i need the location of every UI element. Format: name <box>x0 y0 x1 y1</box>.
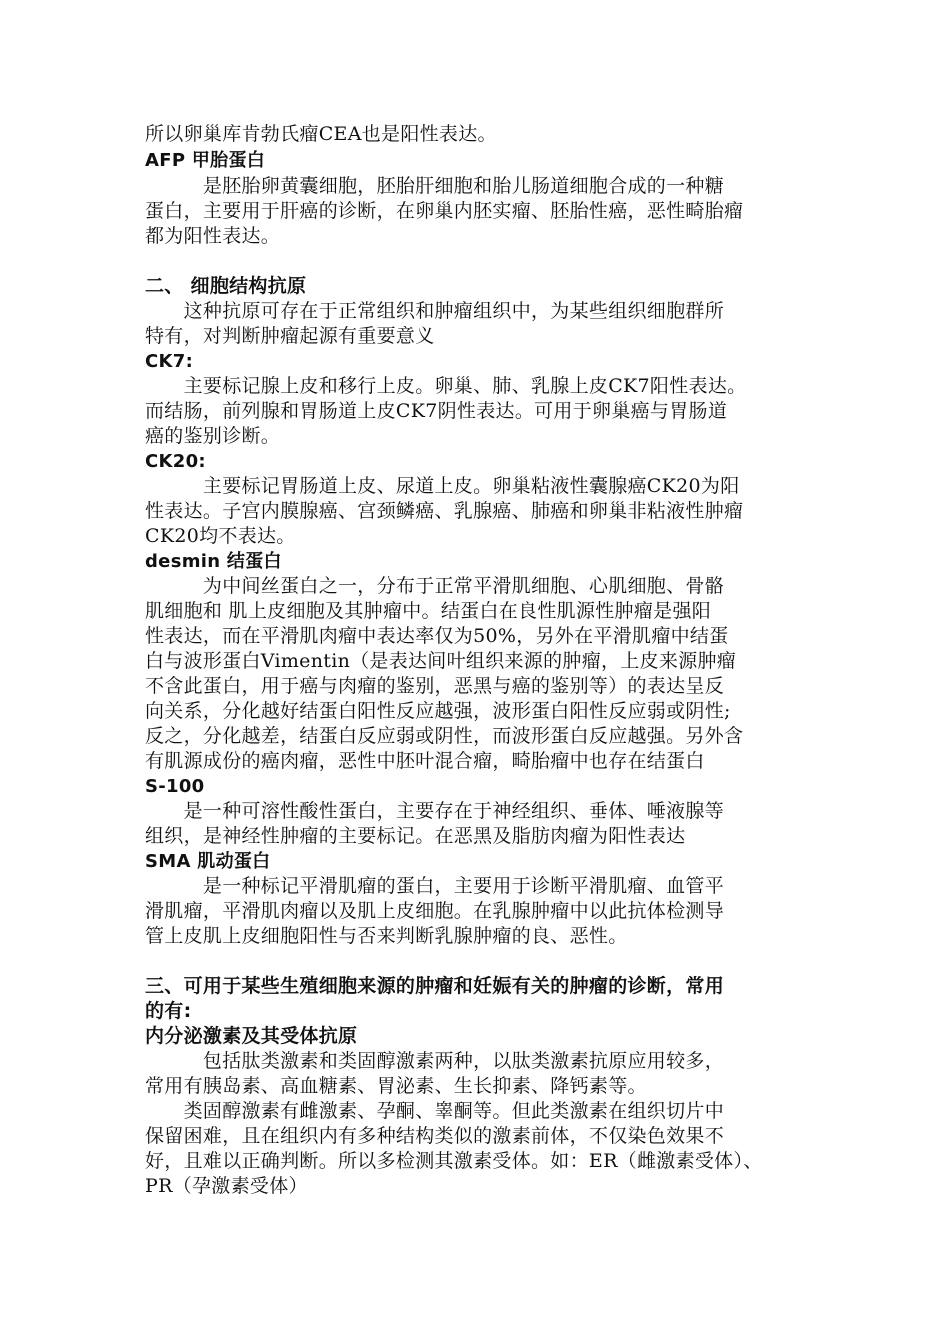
text-line: 滑肌瘤，平滑肌肉瘤以及肌上皮细胞。在乳腺肿瘤中以此抗体检测导 <box>145 900 725 922</box>
text-line: 不含此蛋白，用于癌与肉瘤的鉴别，恶黑与癌的鉴别等）的表达呈反 <box>145 675 725 697</box>
text-line: 而结肠，前列腺和胃肠道上皮CK7阴性表达。可用于卵巢癌与胃肠道 <box>145 400 728 422</box>
text-line: 包括肽类激素和类固醇激素两种，以肽类激素抗原应用较多， <box>145 1050 725 1072</box>
heading-s100: S-100 <box>145 776 205 797</box>
heading-sma: SMA 肌动蛋白 <box>145 851 271 872</box>
heading-afp: AFP 甲胎蛋白 <box>145 150 266 171</box>
text-line: 向关系，分化越好结蛋白阳性反应越强，波形蛋白阳性反应弱或阴性; <box>145 700 731 722</box>
section-title-2: 二、 细胞结构抗原 <box>145 275 307 297</box>
text-line: 主要标记胃肠道上皮、尿道上皮。卵巢粘液性囊腺癌CK20为阳 <box>145 475 740 497</box>
text-line: 保留困难，且在组织内有多种结构类似的激素前体，不仅染色效果不 <box>145 1125 725 1147</box>
text-line: 组织，是神经性肿瘤的主要标记。在恶黑及脂肪肉瘤为阳性表达 <box>145 825 686 847</box>
text-line: 特有，对判断肿瘤起源有重要意义 <box>145 325 435 347</box>
text-line: 是一种可溶性酸性蛋白，主要存在于神经组织、垂体、唾液腺等 <box>145 800 725 822</box>
text-line: PR（孕激素受体） <box>145 1175 308 1197</box>
text-line: 反之，分化越差，结蛋白反应弱或阴性，而波形蛋白反应越强。另外含 <box>145 725 744 747</box>
text-line: 性表达。子宫内膜腺癌、宫颈鳞癌、乳腺癌、肺癌和卵巢非粘液性肿瘤 <box>145 500 744 522</box>
text-line: 是一种标记平滑肌瘤的蛋白，主要用于诊断平滑肌瘤、血管平 <box>145 875 725 897</box>
heading-ck20: CK20: <box>145 451 206 472</box>
heading-hormone: 内分泌激素及其受体抗原 <box>145 1025 358 1047</box>
text-line: 所以卵巢库肯勃氏瘤CEA也是阳性表达。 <box>145 123 497 145</box>
text-line: 好，且难以正确判断。所以多检测其激素受体。如：ER（雌激素受体）、 <box>145 1150 763 1172</box>
text-line: 肌细胞和 肌上皮细胞及其肿瘤中。结蛋白在良性肌源性肿瘤是强阳 <box>145 600 712 622</box>
section-title-3-cont: 的有: <box>145 1000 192 1022</box>
text-line: 都为阳性表达。 <box>145 225 281 247</box>
text-line: 白与波形蛋白Vimentin（是表达间叶组织来源的肿瘤，上皮来源肿瘤 <box>145 650 737 672</box>
text-line: 类固醇激素有雌激素、孕酮、睾酮等。但此类激素在组织切片中 <box>145 1100 725 1122</box>
text-line: 常用有胰岛素、高血糖素、胃泌素、生长抑素、降钙素等。 <box>145 1075 647 1097</box>
heading-ck7: CK7: <box>145 351 194 372</box>
text-line: 为中间丝蛋白之一，分布于正常平滑肌细胞、心肌细胞、骨骼 <box>145 575 725 597</box>
text-line: 这种抗原可存在于正常组织和肿瘤组织中，为某些组织细胞群所 <box>145 300 725 322</box>
text-line: CK20均不表达。 <box>145 525 296 547</box>
text-line: 主要标记腺上皮和移行上皮。卵巢、肺、乳腺上皮CK7阳性表达。 <box>145 375 747 397</box>
text-line: 是胚胎卵黄囊细胞，胚胎肝细胞和胎儿肠道细胞合成的一种糖 <box>145 175 725 197</box>
text-line: 有肌源成份的癌肉瘤，恶性中胚叶混合瘤，畸胎瘤中也存在结蛋白 <box>145 750 705 772</box>
heading-desmin: desmin 结蛋白 <box>145 551 282 572</box>
text-line: 性表达，而在平滑肌肉瘤中表达率仅为50%，另外在平滑肌瘤中结蛋 <box>145 625 729 647</box>
text-line: 管上皮肌上皮细胞阳性与否来判断乳腺肿瘤的良、恶性。 <box>145 925 628 947</box>
text-line: 蛋白，主要用于肝癌的诊断，在卵巢内胚实瘤、胚胎性癌，恶性畸胎瘤 <box>145 200 744 222</box>
section-title-3: 三、可用于某些生殖细胞来源的肿瘤和妊娠有关的肿瘤的诊断，常用 <box>145 975 725 997</box>
text-line: 癌的鉴别诊断。 <box>145 425 281 447</box>
